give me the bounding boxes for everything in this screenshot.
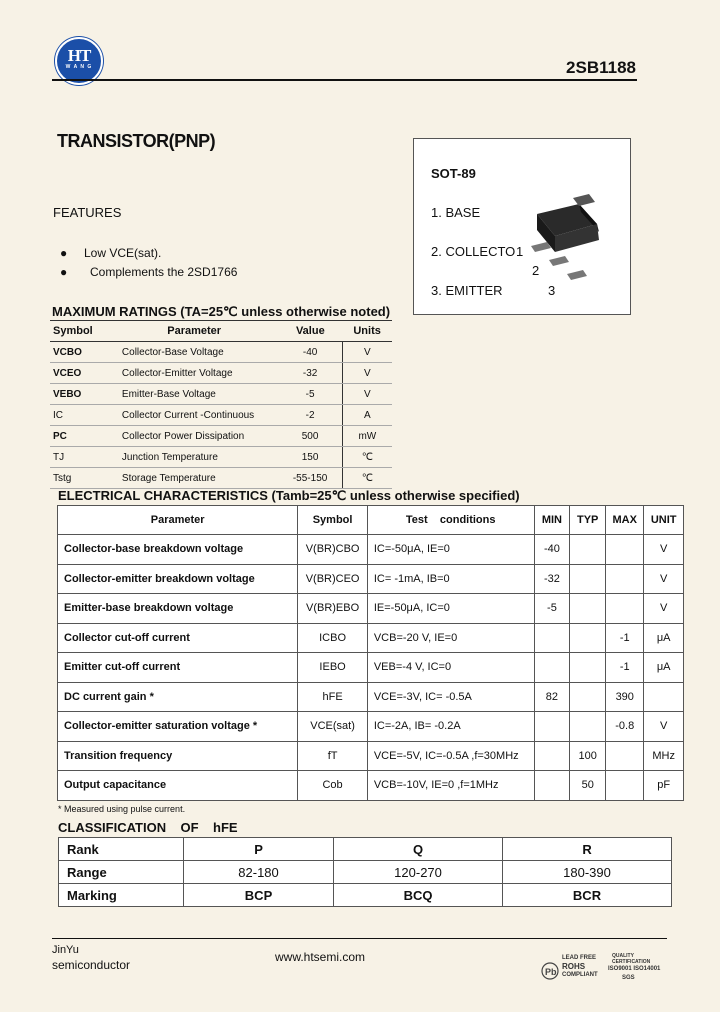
column-header: TYP [570, 506, 606, 535]
value-cell: 150 [278, 447, 342, 468]
min-cell [534, 653, 570, 683]
feature-item: Complements the 2SD1766 [90, 265, 238, 279]
max-cell: -1 [606, 653, 644, 683]
sot89-package-icon [519, 194, 619, 284]
row-label: Marking [59, 884, 184, 907]
value-cell: -55-150 [278, 468, 342, 489]
typ-cell [570, 623, 606, 653]
max-cell [606, 741, 644, 771]
unit-cell: pF [644, 771, 684, 801]
lead-free-icon [540, 961, 560, 981]
table-row [58, 623, 684, 653]
max-cell: -0.8 [606, 712, 644, 742]
parameter-cell: Emitter cut-off current [58, 653, 298, 683]
classification-title: CLASSIFICATION OF hFE [58, 820, 238, 835]
table-row [50, 426, 392, 447]
symbol-cell: fT [298, 741, 368, 771]
unit-cell: A [342, 405, 392, 426]
typ-cell [570, 712, 606, 742]
cell: 82-180 [184, 861, 334, 884]
unit-cell: V [342, 384, 392, 405]
typ-cell [570, 653, 606, 683]
symbol-cell: V(BR)EBO [298, 594, 368, 624]
column-header: Parameter [58, 506, 298, 535]
table-row [50, 384, 392, 405]
cert-text: LEAD FREE [562, 955, 597, 961]
table-row [58, 741, 684, 771]
unit-cell: V [644, 535, 684, 565]
typ-cell [570, 564, 606, 594]
symbol-cell: VCE(sat) [298, 712, 368, 742]
conditions-cell: VCE=-5V, IC=-0.5A ,f=30MHz [367, 741, 534, 771]
cell: Q [334, 838, 503, 861]
column-header: Parameter [110, 321, 279, 342]
header-divider [52, 79, 637, 81]
company-name: JinYu [52, 944, 79, 956]
website-link[interactable]: www.htsemi.com [275, 950, 366, 964]
symbol-cell: V(BR)CEO [298, 564, 368, 594]
cell: BCR [503, 884, 672, 907]
value-cell: -40 [278, 342, 342, 363]
unit-cell: V [644, 564, 684, 594]
footer-divider [52, 938, 667, 939]
symbol-cell: IEBO [298, 653, 368, 683]
table-row [58, 653, 684, 683]
table-header-row [58, 506, 684, 535]
cell: 180-390 [503, 861, 672, 884]
max-cell [606, 564, 644, 594]
min-cell [534, 623, 570, 653]
parameter-cell: Junction Temperature [110, 447, 279, 468]
bullet-icon: ● [60, 246, 68, 260]
cert-text: COMPLIANT [562, 972, 598, 978]
table-row [58, 682, 684, 712]
footnote: * Measured using pulse current. [58, 804, 186, 814]
typ-cell: 50 [570, 771, 606, 801]
conditions-cell: VCB=-10V, IE=0 ,f=1MHz [367, 771, 534, 801]
value-cell: -5 [278, 384, 342, 405]
parameter-cell: Collector Power Dissipation [110, 426, 279, 447]
conditions-cell: VEB=-4 V, IC=0 [367, 653, 534, 683]
column-header: Symbol [50, 321, 110, 342]
parameter-cell: Output capacitance [58, 771, 298, 801]
cert-text: SGS [622, 975, 635, 981]
unit-cell: V [342, 342, 392, 363]
min-cell [534, 771, 570, 801]
table-row [58, 594, 684, 624]
parameter-cell: Collector-Base Voltage [110, 342, 279, 363]
parameter-cell: Storage Temperature [110, 468, 279, 489]
logo-text: HT [67, 46, 91, 65]
conditions-cell: IC=-2A, IB= -0.2A [367, 712, 534, 742]
company-logo [55, 37, 103, 85]
pin-label: 2. COLLECTO [431, 244, 516, 259]
symbol-cell: VEBO [50, 384, 110, 405]
symbol-cell: VCBO [50, 342, 110, 363]
column-header: Units [342, 321, 392, 342]
symbol-cell: V(BR)CBO [298, 535, 368, 565]
cert-text: ROHS [562, 962, 586, 971]
table-row [50, 447, 392, 468]
certification-marks [540, 953, 670, 987]
pin-number: 3 [548, 283, 556, 298]
pin-number: 1 [516, 244, 524, 259]
parameter-cell: Collector cut-off current [58, 623, 298, 653]
min-cell: 82 [534, 682, 570, 712]
table-row [58, 771, 684, 801]
conditions-cell: IE=-50μA, IC=0 [367, 594, 534, 624]
row-label: Range [59, 861, 184, 884]
column-header: Test conditions [367, 506, 534, 535]
column-header: Value [278, 321, 342, 342]
unit-cell: ℃ [342, 447, 392, 468]
pin-number: 2 [532, 263, 540, 278]
electrical-table [57, 505, 684, 801]
svg-text:Pb: Pb [545, 967, 557, 977]
table-row [50, 363, 392, 384]
max-cell [606, 594, 644, 624]
cell: P [184, 838, 334, 861]
min-cell: -5 [534, 594, 570, 624]
conditions-cell: VCB=-20 V, IE=0 [367, 623, 534, 653]
unit-cell: MHz [644, 741, 684, 771]
unit-cell: μA [644, 653, 684, 683]
parameter-cell: Collector-emitter saturation voltage * [58, 712, 298, 742]
table-row [50, 405, 392, 426]
table-row [50, 468, 392, 489]
max-cell [606, 771, 644, 801]
typ-cell: 100 [570, 741, 606, 771]
table-header-row [50, 321, 392, 342]
symbol-cell: hFE [298, 682, 368, 712]
column-header: MAX [606, 506, 644, 535]
company-name: semiconductor [52, 958, 131, 972]
table-row [59, 884, 672, 907]
column-header: MIN [534, 506, 570, 535]
parameter-cell: DC current gain * [58, 682, 298, 712]
parameter-cell: Transition frequency [58, 741, 298, 771]
typ-cell [570, 594, 606, 624]
parameter-cell: Collector-base breakdown voltage [58, 535, 298, 565]
parameter-cell: Collector-Emitter Voltage [110, 363, 279, 384]
min-cell [534, 712, 570, 742]
table-row [59, 838, 672, 861]
value-cell: -32 [278, 363, 342, 384]
max-cell [606, 535, 644, 565]
value-cell: -2 [278, 405, 342, 426]
conditions-cell: VCE=-3V, IC= -0.5A [367, 682, 534, 712]
table-row [58, 564, 684, 594]
typ-cell [570, 535, 606, 565]
min-cell [534, 741, 570, 771]
symbol-cell: Cob [298, 771, 368, 801]
column-header: UNIT [644, 506, 684, 535]
pin-label: 1. BASE [431, 205, 481, 220]
parameter-cell: Collector Current -Continuous [110, 405, 279, 426]
row-label: Rank [59, 838, 184, 861]
unit-cell: μA [644, 623, 684, 653]
max-ratings-table [50, 320, 392, 489]
package-box [413, 138, 631, 315]
table-row [59, 861, 672, 884]
classification-table [58, 837, 672, 907]
max-ratings-title: MAXIMUM RATINGS (TA=25℃ unless otherwise noted) [52, 304, 391, 319]
min-cell: -32 [534, 564, 570, 594]
cert-text: ISO9001 ISO14001 [608, 966, 661, 972]
unit-cell: V [644, 594, 684, 624]
min-cell: -40 [534, 535, 570, 565]
parameter-cell: Emitter-base breakdown voltage [58, 594, 298, 624]
table-row [58, 712, 684, 742]
unit-cell: ℃ [342, 468, 392, 489]
max-cell: 390 [606, 682, 644, 712]
feature-item: Low VCE(sat). [84, 246, 162, 260]
page-title: TRANSISTOR(PNP) [57, 131, 216, 151]
symbol-cell: PC [50, 426, 110, 447]
package-name: SOT-89 [431, 166, 476, 181]
value-cell: 500 [278, 426, 342, 447]
parameter-cell: Emitter-Base Voltage [110, 384, 279, 405]
cert-text: QUALITY CERTIFICATION [612, 953, 651, 965]
symbol-cell: VCEO [50, 363, 110, 384]
pin-label: 3. EMITTER [431, 283, 503, 298]
bullet-icon: ● [60, 265, 68, 279]
logo-subtext: W A N G [65, 64, 93, 70]
table-row [58, 535, 684, 565]
part-number: 2SB1188 [566, 58, 636, 77]
cell: 120-270 [334, 861, 503, 884]
cell: BCQ [334, 884, 503, 907]
symbol-cell: Tstg [50, 468, 110, 489]
electrical-title: ELECTRICAL CHARACTERISTICS (Tamb=25℃ unless otherwise specified) [58, 488, 520, 503]
cell: BCP [184, 884, 334, 907]
conditions-cell: IC=-50μA, IE=0 [367, 535, 534, 565]
unit-cell: V [342, 363, 392, 384]
parameter-cell: Collector-emitter breakdown voltage [58, 564, 298, 594]
table-row [50, 342, 392, 363]
conditions-cell: IC= -1mA, IB=0 [367, 564, 534, 594]
typ-cell [570, 682, 606, 712]
unit-cell [644, 682, 684, 712]
unit-cell: mW [342, 426, 392, 447]
cell: R [503, 838, 672, 861]
max-cell: -1 [606, 623, 644, 653]
symbol-cell: TJ [50, 447, 110, 468]
unit-cell: V [644, 712, 684, 742]
symbol-cell: IC [50, 405, 110, 426]
symbol-cell: ICBO [298, 623, 368, 653]
column-header: Symbol [298, 506, 368, 535]
features-heading: FEATURES [53, 205, 122, 220]
